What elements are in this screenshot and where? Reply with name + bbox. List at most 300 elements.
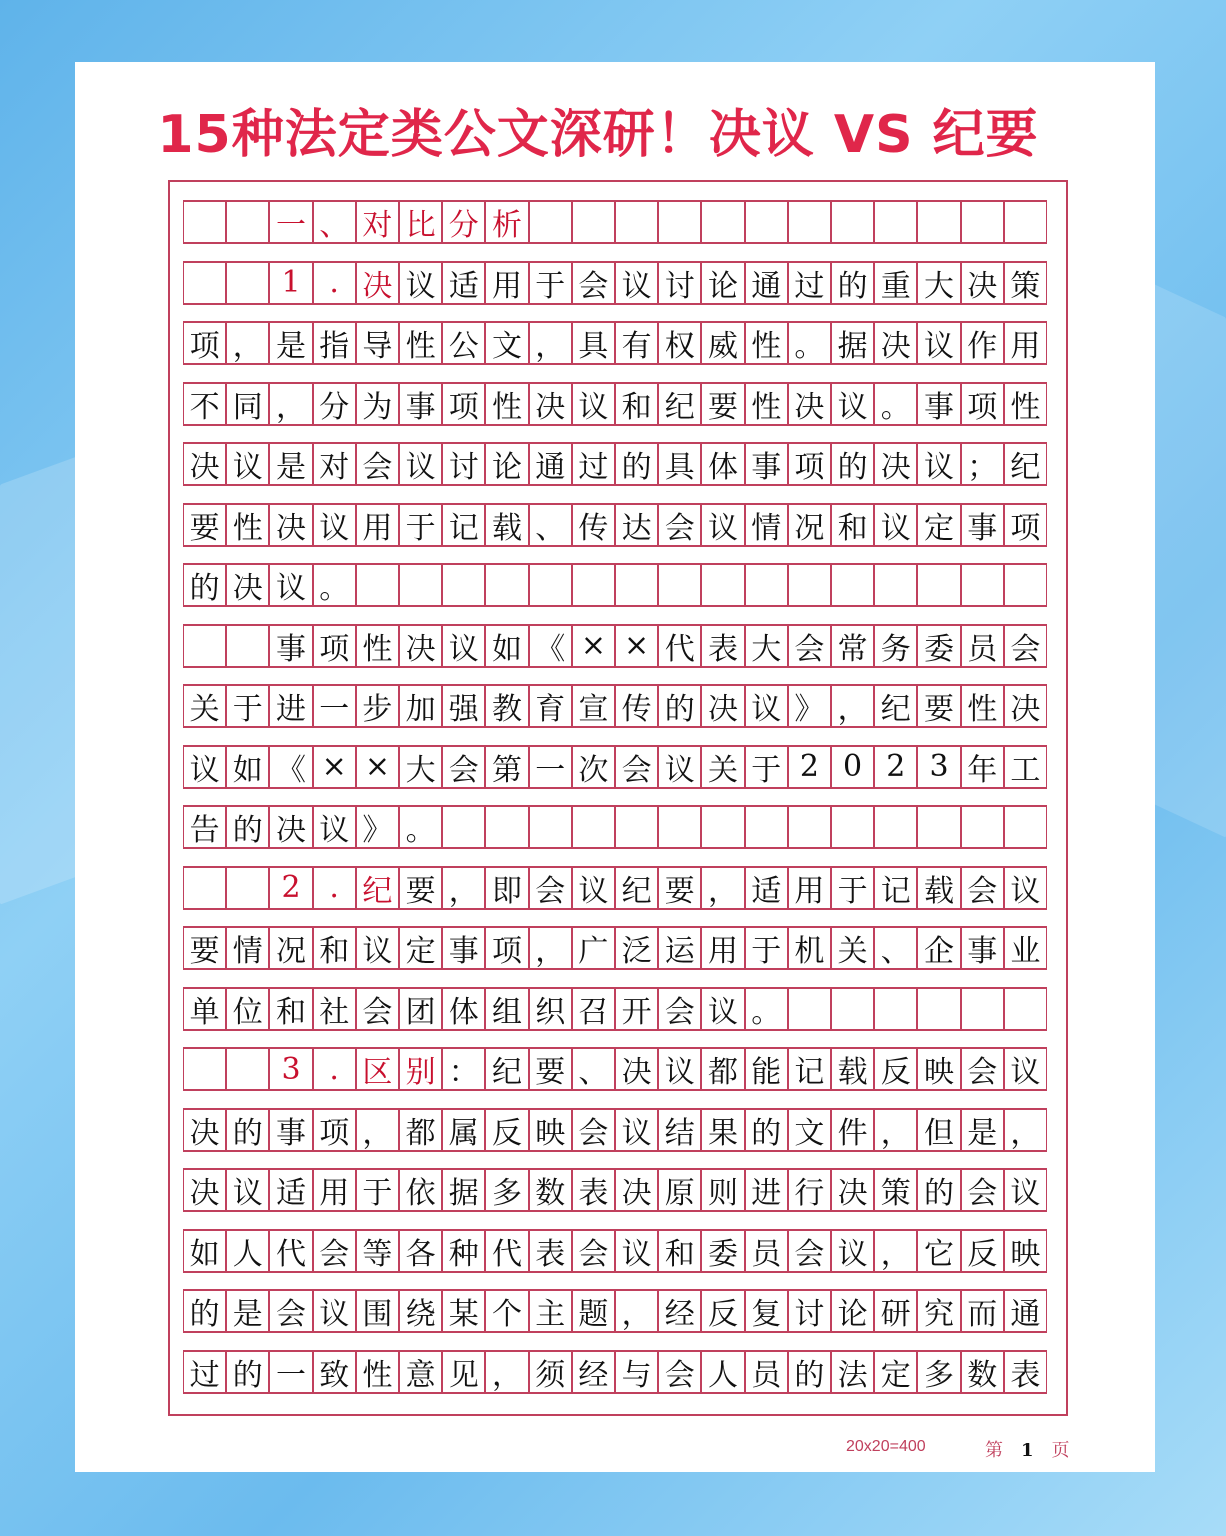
grid-cell: 议 [226, 442, 269, 486]
grid-cell: 会 [615, 745, 658, 789]
grid-cell: 性 [356, 1350, 399, 1394]
grid-cell [226, 261, 269, 305]
grid-cell: 机 [788, 926, 831, 970]
grid-cell: 事 [961, 503, 1004, 547]
grid-cell: 表 [1004, 1350, 1047, 1394]
grid-cell: ， [874, 1108, 917, 1152]
grid-cell: 会 [529, 866, 572, 910]
grid-cell: 议 [399, 261, 442, 305]
grid-cell: 反 [485, 1108, 528, 1152]
grid-cell: 决 [183, 442, 226, 486]
grid-cell: 都 [399, 1108, 442, 1152]
grid-cell [961, 563, 1004, 607]
grid-cell: 决 [226, 563, 269, 607]
grid-cell: 纪 [356, 866, 399, 910]
grid-cell: 议 [313, 805, 356, 849]
grid-cell: 进 [745, 1168, 788, 1212]
grid-cell [745, 563, 788, 607]
grid-cell: 记 [788, 1047, 831, 1091]
grid-cell: 事 [745, 442, 788, 486]
grid-cell: 议 [442, 624, 485, 668]
grid-cell: 据 [831, 321, 874, 365]
grid-cell: 议 [615, 1108, 658, 1152]
grid-cell: 围 [356, 1289, 399, 1333]
grid-cell: 依 [399, 1168, 442, 1212]
page-number: 1 [1021, 1440, 1034, 1461]
grid-cell: 议 [658, 1047, 701, 1091]
grid-cell: 映 [529, 1108, 572, 1152]
grid-row [183, 866, 1047, 910]
grid-cell [961, 987, 1004, 1031]
grid-cell: 会 [313, 1229, 356, 1273]
grid-cell: 、 [529, 503, 572, 547]
grid-cell: ： [442, 1047, 485, 1091]
page-indicator [985, 1436, 1070, 1462]
grid-cell [701, 563, 744, 607]
grid-cell [874, 200, 917, 244]
grid-cell [183, 261, 226, 305]
grid-cell: 加 [399, 684, 442, 728]
grid-cell: 议 [1004, 1047, 1047, 1091]
grid-row [183, 1350, 1047, 1394]
grid-cell: 议 [701, 987, 744, 1031]
grid-cell: 项 [313, 1108, 356, 1152]
grid-cell [226, 866, 269, 910]
grid-cell: 指 [313, 321, 356, 365]
grid-cell: 议 [572, 382, 615, 426]
grid-cell: 用 [356, 503, 399, 547]
background-fold [0, 455, 80, 904]
grid-cell [658, 200, 701, 244]
grid-cell: 的 [831, 261, 874, 305]
grid-cell: 决 [874, 442, 917, 486]
grid-cell: 、 [874, 926, 917, 970]
grid-cell: ， [442, 866, 485, 910]
grid-cell: 议 [701, 503, 744, 547]
grid-cell: 会 [1004, 624, 1047, 668]
grid-cell: 事 [269, 624, 312, 668]
grid-cell: 委 [917, 624, 960, 668]
grid-cell [961, 805, 1004, 849]
grid-cell [874, 805, 917, 849]
grid-cell: 的 [226, 805, 269, 849]
grid-cell: 同 [226, 382, 269, 426]
grid-cell: 策 [874, 1168, 917, 1212]
grid-cell: 会 [572, 1108, 615, 1152]
grid-cell: 映 [917, 1047, 960, 1091]
grid-cell: 通 [529, 442, 572, 486]
grid-cell: 用 [313, 1168, 356, 1212]
grid-cell: 一 [313, 684, 356, 728]
grid-cell: 结 [658, 1108, 701, 1152]
grid-cell [788, 805, 831, 849]
grid-cell: 和 [658, 1229, 701, 1273]
grid-cell: 要 [917, 684, 960, 728]
grid-cell: ， [701, 866, 744, 910]
grid-cell: 种 [442, 1229, 485, 1273]
grid-cell: 项 [1004, 503, 1047, 547]
grid-cell: 决 [183, 1108, 226, 1152]
grid-cell [226, 1047, 269, 1091]
grid-cell: 育 [529, 684, 572, 728]
grid-cell: ， [615, 1289, 658, 1333]
grid-cell: ， [226, 321, 269, 365]
grid-cell: 。 [874, 382, 917, 426]
grid-cell: 2 [874, 745, 917, 789]
grid-cell: 对 [313, 442, 356, 486]
grid-cell [572, 805, 615, 849]
grid-cell: 进 [269, 684, 312, 728]
grid-cell [183, 866, 226, 910]
grid-cell: 会 [658, 503, 701, 547]
grid-cell: 会 [788, 1229, 831, 1273]
page-suffix: 页 [1051, 1440, 1070, 1461]
grid-cell: 事 [269, 1108, 312, 1152]
grid-cell: 载 [831, 1047, 874, 1091]
grid-row [183, 1229, 1047, 1273]
grid-cell: 区 [356, 1047, 399, 1091]
grid-cell: 会 [356, 442, 399, 486]
grid-cell: 通 [1004, 1289, 1047, 1333]
grid-cell: 议 [1004, 866, 1047, 910]
grid-cell: 议 [226, 1168, 269, 1212]
grid-cell: 能 [745, 1047, 788, 1091]
grid-cell: 员 [961, 624, 1004, 668]
page-prefix: 第 [985, 1440, 1003, 1461]
grid-cell: ， [529, 926, 572, 970]
grid-cell: 等 [356, 1229, 399, 1273]
grid-cell: 文 [485, 321, 528, 365]
grid-cell: 议 [917, 321, 960, 365]
grid-cell [874, 563, 917, 607]
grid-cell [701, 200, 744, 244]
grid-cell [529, 563, 572, 607]
grid-cell: 适 [745, 866, 788, 910]
grid-cell: 一 [269, 200, 312, 244]
grid-cell: 议 [831, 1229, 874, 1273]
grid-cell: 威 [701, 321, 744, 365]
grid-cell: 作 [961, 321, 1004, 365]
grid-cell: 即 [485, 866, 528, 910]
grid-cell: 有 [615, 321, 658, 365]
grid-cell: 它 [917, 1229, 960, 1273]
grid-cell: 决 [399, 624, 442, 668]
grid-cell: 经 [658, 1289, 701, 1333]
grid-cell: 3 [269, 1047, 312, 1091]
grid-cell: 织 [529, 987, 572, 1031]
grid-cell: 意 [399, 1350, 442, 1394]
grid-cell: 的 [183, 1289, 226, 1333]
grid-cell: 决 [615, 1168, 658, 1212]
grid-cell: × [313, 745, 356, 789]
grid-cell [788, 987, 831, 1031]
grid-cell: 是 [961, 1108, 1004, 1152]
grid-cell: 具 [572, 321, 615, 365]
grid-row [183, 926, 1047, 970]
grid-cell: 会 [961, 866, 1004, 910]
grid-cell: 代 [485, 1229, 528, 1273]
grid-cell: 和 [313, 926, 356, 970]
grid-cell: 适 [442, 261, 485, 305]
grid-cell: 是 [269, 442, 312, 486]
grid-cell: 泛 [615, 926, 658, 970]
grid-cell: 决 [529, 382, 572, 426]
grid-row [183, 200, 1047, 244]
grid-cell: 是 [226, 1289, 269, 1333]
grid-cell: 1 [269, 261, 312, 305]
grid-cell: . [313, 866, 356, 910]
grid-cell: 《 [529, 624, 572, 668]
grid-cell: 究 [917, 1289, 960, 1333]
grid-row [183, 442, 1047, 486]
grid-cell: 于 [529, 261, 572, 305]
grid-cell: 讨 [658, 261, 701, 305]
grid-cell: 论 [701, 261, 744, 305]
grid-cell: 如 [226, 745, 269, 789]
grid-cell: 析 [485, 200, 528, 244]
grid-cell: 别 [399, 1047, 442, 1091]
grid-cell: 0 [831, 745, 874, 789]
grid-cell: 一 [269, 1350, 312, 1394]
grid-cell [1004, 805, 1047, 849]
grid-cell: 但 [917, 1108, 960, 1152]
grid-row [183, 321, 1047, 365]
grid-cell: 议 [615, 1229, 658, 1273]
grid-cell: 纪 [485, 1047, 528, 1091]
grid-cell: 常 [831, 624, 874, 668]
grid-row [183, 563, 1047, 607]
grid-cell: ， [269, 382, 312, 426]
grid-cell: 纪 [1004, 442, 1047, 486]
grid-cell [226, 200, 269, 244]
grid-cell: 表 [701, 624, 744, 668]
grid-cell: 性 [1004, 382, 1047, 426]
grid-cell: 用 [485, 261, 528, 305]
grid-cell: 绕 [399, 1289, 442, 1333]
grid-cell: 体 [701, 442, 744, 486]
grid-cell: 讨 [442, 442, 485, 486]
grid-cell [572, 563, 615, 607]
grid-cell: . [313, 1047, 356, 1091]
grid-cell [615, 200, 658, 244]
grid-cell: 的 [788, 1350, 831, 1394]
grid-cell: 要 [529, 1047, 572, 1091]
grid-cell: 性 [356, 624, 399, 668]
grid-cell: 况 [269, 926, 312, 970]
grid-cell: 为 [356, 382, 399, 426]
grid-cell: 会 [356, 987, 399, 1031]
grid-cell: 教 [485, 684, 528, 728]
grid-cell: 告 [183, 805, 226, 849]
grid-cell: 会 [788, 624, 831, 668]
grid-cell [658, 563, 701, 607]
grid-cell: ， [874, 1229, 917, 1273]
grid-cell: 多 [485, 1168, 528, 1212]
grid-cell: 和 [269, 987, 312, 1031]
grid-size-label: 20x20=400 [846, 1438, 926, 1455]
grid-cell: 议 [615, 261, 658, 305]
grid-cell: 据 [442, 1168, 485, 1212]
grid-cell: 决 [269, 805, 312, 849]
grid-cell: 运 [658, 926, 701, 970]
grid-cell: 的 [745, 1108, 788, 1152]
grid-cell: 见 [442, 1350, 485, 1394]
grid-cell: 步 [356, 684, 399, 728]
grid-cell: 决 [831, 1168, 874, 1212]
grid-cell: 项 [442, 382, 485, 426]
grid-cell: × [356, 745, 399, 789]
grid-cell [745, 200, 788, 244]
grid-cell: 文 [788, 1108, 831, 1152]
grid-cell: 反 [701, 1289, 744, 1333]
grid-cell: 的 [183, 563, 226, 607]
grid-cell: 2 [269, 866, 312, 910]
grid-cell: 适 [269, 1168, 312, 1212]
grid-cell: 会 [961, 1168, 1004, 1212]
grid-cell: 表 [529, 1229, 572, 1273]
grid-cell: 3 [917, 745, 960, 789]
grid-cell: 要 [658, 866, 701, 910]
grid-cell [961, 200, 1004, 244]
grid-cell: ， [831, 684, 874, 728]
grid-cell: 议 [658, 745, 701, 789]
grid-cell [831, 987, 874, 1031]
grid-cell: 比 [399, 200, 442, 244]
grid-cell: 经 [572, 1350, 615, 1394]
grid-cell: 表 [572, 1168, 615, 1212]
grid-cell: 2 [788, 745, 831, 789]
grid-cell: 过 [183, 1350, 226, 1394]
grid-cell: 如 [183, 1229, 226, 1273]
grid-cell: 性 [745, 382, 788, 426]
grid-cell [615, 805, 658, 849]
grid-row [183, 805, 1047, 849]
grid-cell: 不 [183, 382, 226, 426]
grid-cell: 主 [529, 1289, 572, 1333]
grid-cell: 决 [356, 261, 399, 305]
grid-cell: 题 [572, 1289, 615, 1333]
grid-cell: 决 [615, 1047, 658, 1091]
grid-cell [183, 200, 226, 244]
grid-cell: 复 [745, 1289, 788, 1333]
grid-cell: 于 [745, 926, 788, 970]
grid-cell: 会 [658, 1350, 701, 1394]
grid-cell: 果 [701, 1108, 744, 1152]
grid-row [183, 1168, 1047, 1212]
grid-cell: 企 [917, 926, 960, 970]
grid-cell: 议 [745, 684, 788, 728]
grid-cell [745, 805, 788, 849]
grid-cell: 属 [442, 1108, 485, 1152]
grid-cell: 、 [572, 1047, 615, 1091]
grid-cell: 和 [615, 382, 658, 426]
grid-cell [1004, 563, 1047, 607]
grid-cell: 论 [831, 1289, 874, 1333]
grid-cell: 会 [658, 987, 701, 1031]
grid-cell: 则 [701, 1168, 744, 1212]
grid-cell [183, 1047, 226, 1091]
grid-cell: 社 [313, 987, 356, 1031]
grid-cell: 员 [745, 1229, 788, 1273]
grid-cell: 议 [183, 745, 226, 789]
grid-cell: ， [529, 321, 572, 365]
grid-cell: 务 [874, 624, 917, 668]
grid-cell: . [313, 261, 356, 305]
grid-cell: × [572, 624, 615, 668]
grid-cell: 代 [658, 624, 701, 668]
grid-cell: 载 [917, 866, 960, 910]
grid-cell: 议 [831, 382, 874, 426]
grid-cell [442, 805, 485, 849]
grid-cell: 关 [831, 926, 874, 970]
grid-cell: 用 [1004, 321, 1047, 365]
grid-cell: 的 [658, 684, 701, 728]
grid-cell: 决 [1004, 684, 1047, 728]
grid-cell [356, 563, 399, 607]
grid-cell: 反 [874, 1047, 917, 1091]
grid-cell: 性 [399, 321, 442, 365]
grid-cell: 过 [788, 261, 831, 305]
grid-cell: 权 [658, 321, 701, 365]
grid-cell: 于 [356, 1168, 399, 1212]
grid-cell: 性 [745, 321, 788, 365]
grid-cell: 大 [917, 261, 960, 305]
grid-cell [1004, 200, 1047, 244]
grid-cell: 通 [745, 261, 788, 305]
grid-cell: 事 [442, 926, 485, 970]
grid-cell [485, 805, 528, 849]
grid-cell: 会 [961, 1047, 1004, 1091]
grid-cell: 团 [399, 987, 442, 1031]
grid-cell: 的 [226, 1350, 269, 1394]
grid-cell: 要 [183, 926, 226, 970]
grid-cell [658, 805, 701, 849]
grid-cell: 分 [313, 382, 356, 426]
grid-cell: ， [356, 1108, 399, 1152]
grid-cell: 具 [658, 442, 701, 486]
grid-cell: 纪 [615, 866, 658, 910]
grid-cell: 讨 [788, 1289, 831, 1333]
grid-cell: 纪 [874, 684, 917, 728]
grid-cell: 如 [485, 624, 528, 668]
grid-cell: 而 [961, 1289, 1004, 1333]
grid-cell: 性 [961, 684, 1004, 728]
grid-cell [183, 624, 226, 668]
grid-cell: 与 [615, 1350, 658, 1394]
grid-cell [1004, 987, 1047, 1031]
grid-row [183, 624, 1047, 668]
grid-cell: 致 [313, 1350, 356, 1394]
grid-cell: 传 [615, 684, 658, 728]
grid-cell: 宣 [572, 684, 615, 728]
grid-cell: 的 [226, 1108, 269, 1152]
grid-cell: 议 [572, 866, 615, 910]
grid-cell [615, 563, 658, 607]
grid-row [183, 382, 1047, 426]
grid-cell: 性 [226, 503, 269, 547]
grid-row [183, 1108, 1047, 1152]
grid-cell: 次 [572, 745, 615, 789]
grid-cell: ； [961, 442, 1004, 486]
grid-cell: 单 [183, 987, 226, 1031]
grid-cell [917, 563, 960, 607]
grid-cell: 研 [874, 1289, 917, 1333]
grid-cell: 要 [399, 866, 442, 910]
grid-cell: 大 [745, 624, 788, 668]
grid-cell: 事 [961, 926, 1004, 970]
grid-cell: 、 [313, 200, 356, 244]
grid-cell: 要 [701, 382, 744, 426]
